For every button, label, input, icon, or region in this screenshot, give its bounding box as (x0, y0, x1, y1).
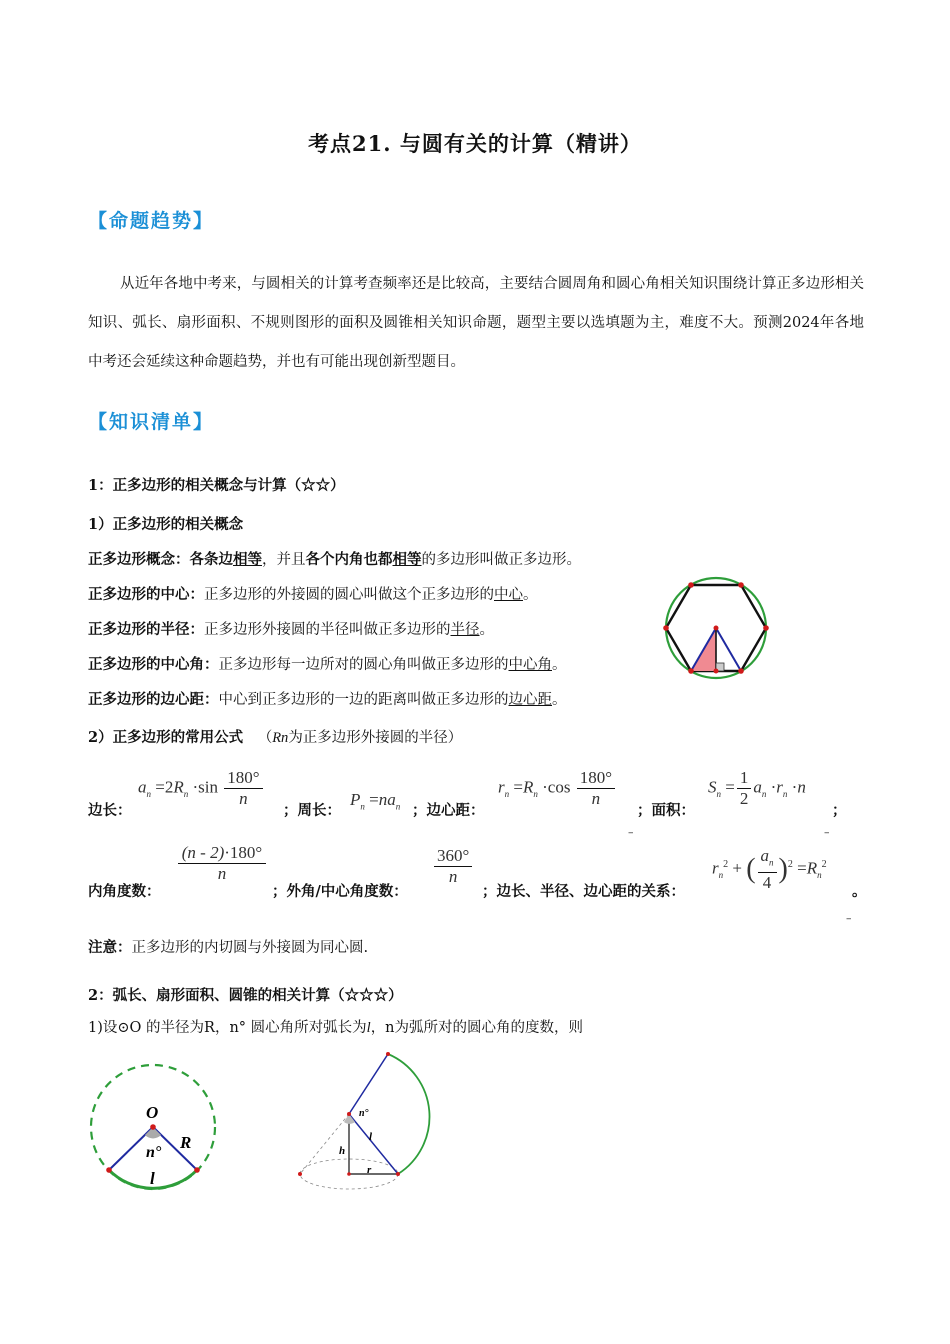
concept-part3: 各个内角也都 (305, 551, 393, 568)
cone-label-r: r (367, 1164, 372, 1176)
hexagon-diagram (660, 572, 772, 680)
exterior-denominator: n (448, 867, 458, 886)
intro-paragraph: 从近年各地中考来，与圆相关的计算考查频率还是比较高，主要结合圆周角和圆心角相关知识围绕计算正多边形相关知识、弧长、扇形面积、不规则图形的面积及圆锥相关知识命题，题型主要以选填题为主，难度不大。预测2024年各地中考还会延续这种命题趋势，并也有可能出现创新型题目。 (88, 276, 864, 370)
concept-part1: 各条边 (189, 551, 233, 568)
concept-definition (88, 548, 581, 569)
radius-term: 半径 (450, 622, 480, 638)
apothem-numerator: 180° (577, 768, 615, 789)
label-o: O (146, 1103, 159, 1122)
relation-formula: $r_n^2$ + ( $\frac{a_n}{4}$ )$^2 =R_n^2$ (712, 846, 827, 893)
k2-line1 (88, 1016, 583, 1037)
dash-mark-2: – (824, 826, 830, 839)
cone-label-l: l (369, 1131, 373, 1143)
sub2-note-open: （ (257, 730, 273, 746)
side-label: 边长： (88, 802, 132, 819)
radius-end: 。 (479, 622, 494, 638)
area-num: 1 (737, 768, 752, 789)
exterior-numerator: 360° (434, 846, 472, 867)
dash-mark-3: – (846, 912, 852, 925)
perimeter-label: ；周长： (283, 802, 341, 819)
note-label: 注意： (88, 939, 132, 956)
apothem-cos: cos (547, 777, 571, 797)
cone-slant-top (349, 1054, 388, 1114)
center-text: 正多边形的外接圆的圆心叫做这个正多边形的 (204, 587, 494, 603)
cone-slant (349, 1114, 398, 1174)
concept-part4: 的多边形叫做正多边形。 (421, 552, 581, 568)
label-n: n° (146, 1144, 162, 1161)
interior-num-b: ·180° (224, 843, 263, 862)
apothem-term: 边心距 (508, 692, 552, 708)
apothem-text: 中心到正多边形的一边的距离叫做正多边形的 (218, 692, 509, 708)
area-label: ；面积： (637, 802, 695, 819)
side-formula: $a_n =2R_n \cdot\sin$ $\frac{180^\circ}{n}$ (138, 768, 265, 809)
exterior-formula (432, 846, 474, 887)
radius-text: 正多边形外接圆的半径叫做正多边形的 (204, 622, 451, 638)
side-denominator: n (239, 789, 248, 808)
k1-sub2 (88, 726, 462, 747)
sub2-note-var: Rn (272, 730, 289, 746)
label-r: R (180, 1133, 192, 1152)
area-den: 2 (739, 789, 749, 808)
apothem-definition (88, 688, 567, 709)
note-text: 正多边形的内切圆与外接圆为同心圆. (131, 940, 369, 956)
radius-label: 正多边形的半径： (88, 621, 204, 638)
apothem-formula: $r_n =R_n \cdot\cos$ $\frac{180^\circ}{n}$ (498, 768, 617, 809)
section-heading-knowledge: 【知识清单】 (88, 411, 215, 433)
side-numerator: 180° (224, 768, 262, 789)
cone-slant-left (300, 1114, 349, 1174)
relation-period: 。 (852, 883, 867, 900)
cone-label-h: h (339, 1145, 346, 1157)
radius-definition (88, 618, 494, 639)
side-two: 2 (164, 777, 174, 797)
k2-line1-pre: 1)设⊙O 的半径为R，n° 圆心角所对弧长为 (88, 1020, 367, 1036)
center-label: 正多边形的中心： (88, 586, 204, 603)
center-end: 。 (523, 587, 538, 603)
sector-diagram (86, 1060, 220, 1194)
apothem-label: 正多边形的边心距： (88, 691, 219, 708)
interior-formula (172, 843, 272, 884)
k1-sub1: 1）正多边形的相关概念 (88, 516, 244, 533)
interior-num-a: (n - 2) (181, 843, 225, 862)
label-l: l (150, 1169, 155, 1188)
k2-heading: 2：弧长、扇形面积、圆锥的相关计算（☆☆☆） (88, 987, 403, 1004)
interior-denominator: n (217, 864, 227, 883)
k1-heading: 1：正多边形的相关概念与计算（☆☆） (88, 477, 345, 494)
cone-arc (388, 1054, 430, 1174)
sub2-text: 2）正多边形的常用公式 (88, 729, 244, 746)
k2-line1-post: ，n为弧所对的圆心角的度数，则 (370, 1020, 584, 1036)
apothem-denominator: n (591, 789, 601, 808)
sub2-note-text: 为正多边形外接圆的半径） (288, 730, 463, 746)
concept-part2: ，并且 (262, 552, 306, 568)
side-sin: sin (198, 777, 218, 797)
perimeter-formula: $P_n =na_n$ (350, 790, 401, 812)
relation-label: ；边长、半径、边心距的关系： (482, 883, 685, 900)
k2-line1-var: l (366, 1020, 371, 1036)
note-line (88, 936, 368, 957)
cone-diagram (292, 1048, 432, 1198)
center-term: 中心 (494, 587, 523, 603)
area-semicolon: ； (832, 802, 847, 819)
dash-mark-1: – (628, 826, 634, 839)
relation-four: 4 (762, 873, 772, 893)
cone-label-n: n° (359, 1108, 369, 1119)
central-angle-end: 。 (552, 657, 567, 673)
page-title: 考点21. 与圆有关的计算（精讲） (308, 131, 642, 156)
central-angle-text: 正多边形每一边所对的圆心角叫做正多边形的 (218, 657, 509, 673)
section-heading-trend: 【命题趋势】 (88, 210, 215, 232)
area-formula: $S_n$ = $\frac{1}{2}$ $a_n \cdot r_n \cdot n$ (708, 768, 806, 808)
concept-u1: 相等 (233, 551, 262, 568)
concept-u2: 相等 (392, 551, 422, 568)
central-angle-definition (88, 653, 567, 674)
apothem-formula-label: ；边心距： (412, 802, 485, 819)
exterior-label: ；外角/中心角度数： (272, 883, 408, 900)
apothem-end: 。 (552, 692, 567, 708)
center-definition (88, 583, 538, 604)
central-angle-term: 中心角 (508, 657, 552, 673)
central-angle-label: 正多边形的中心角： (88, 656, 219, 673)
interior-label: 内角度数： (88, 883, 161, 900)
concept-label: 正多边形概念： (88, 551, 190, 568)
